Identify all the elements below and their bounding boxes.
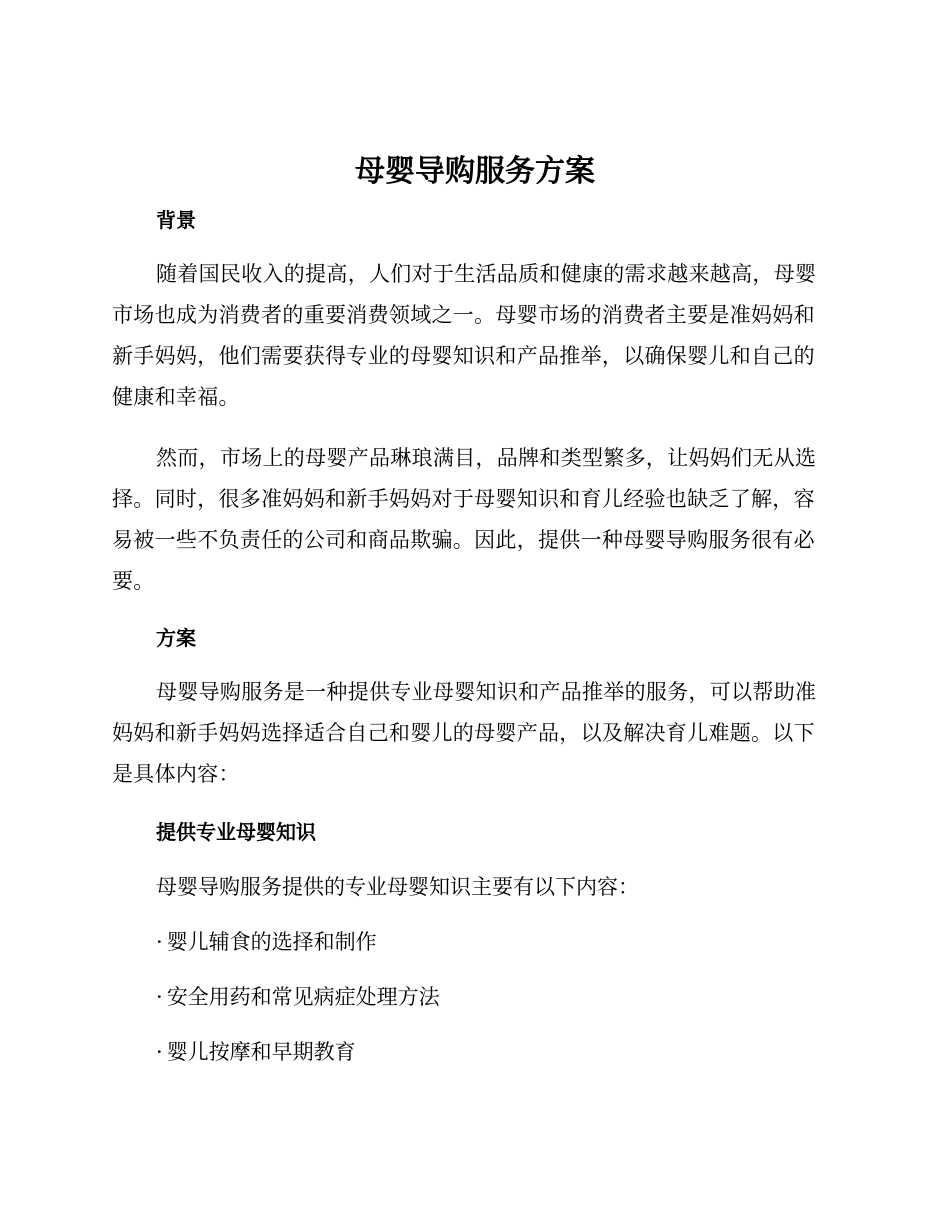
- list-item-text: 安全用药和常见病症处理方法: [166, 985, 440, 1009]
- bullet-icon: ·: [156, 1040, 163, 1064]
- list-item: [156, 927, 377, 957]
- background-paragraph-1: 随着国民收入的提高，人们对于生活品质和健康的需求越来越高，母婴市场也成为消费者的重要消费领域之一。母婴市场的消费者主要是准妈妈和新手妈妈，他们需要获得专业的母婴知识和产品推举，以确保婴儿和自己的健康和幸福。: [112, 262, 817, 409]
- list-item: [156, 1037, 356, 1067]
- document-title: 母婴导购服务方案: [355, 154, 595, 189]
- list-item-text: 婴儿按摩和早期教育: [166, 1040, 356, 1064]
- knowledge-intro: 母婴导购服务提供的专业母婴知识主要有以下内容：: [156, 875, 639, 899]
- list-item-text: 婴儿辅食的选择和制作: [166, 930, 377, 954]
- section-heading-knowledge: 提供专业母婴知识: [156, 820, 316, 844]
- section-heading-background: 背景: [156, 208, 196, 232]
- bullet-icon: ·: [156, 930, 163, 954]
- section-heading-plan: 方案: [156, 626, 196, 650]
- background-paragraph-2: 然而，市场上的母婴产品琳琅满目，品牌和类型繁多，让妈妈们无从选择。同时，很多准妈妈和新手妈妈对于母婴知识和育儿经验也缺乏了解，容易被一些不负责任的公司和商品欺骗。因此，提供一种母婴导购服务很有必要。: [112, 446, 817, 593]
- list-item: [156, 982, 440, 1012]
- plan-paragraph: 母婴导购服务是一种提供专业母婴知识和产品推举的服务，可以帮助准妈妈和新手妈妈选择适合自己和婴儿的母婴产品，以及解决育儿难题。以下是具体内容：: [112, 680, 817, 786]
- bullet-icon: ·: [156, 985, 163, 1009]
